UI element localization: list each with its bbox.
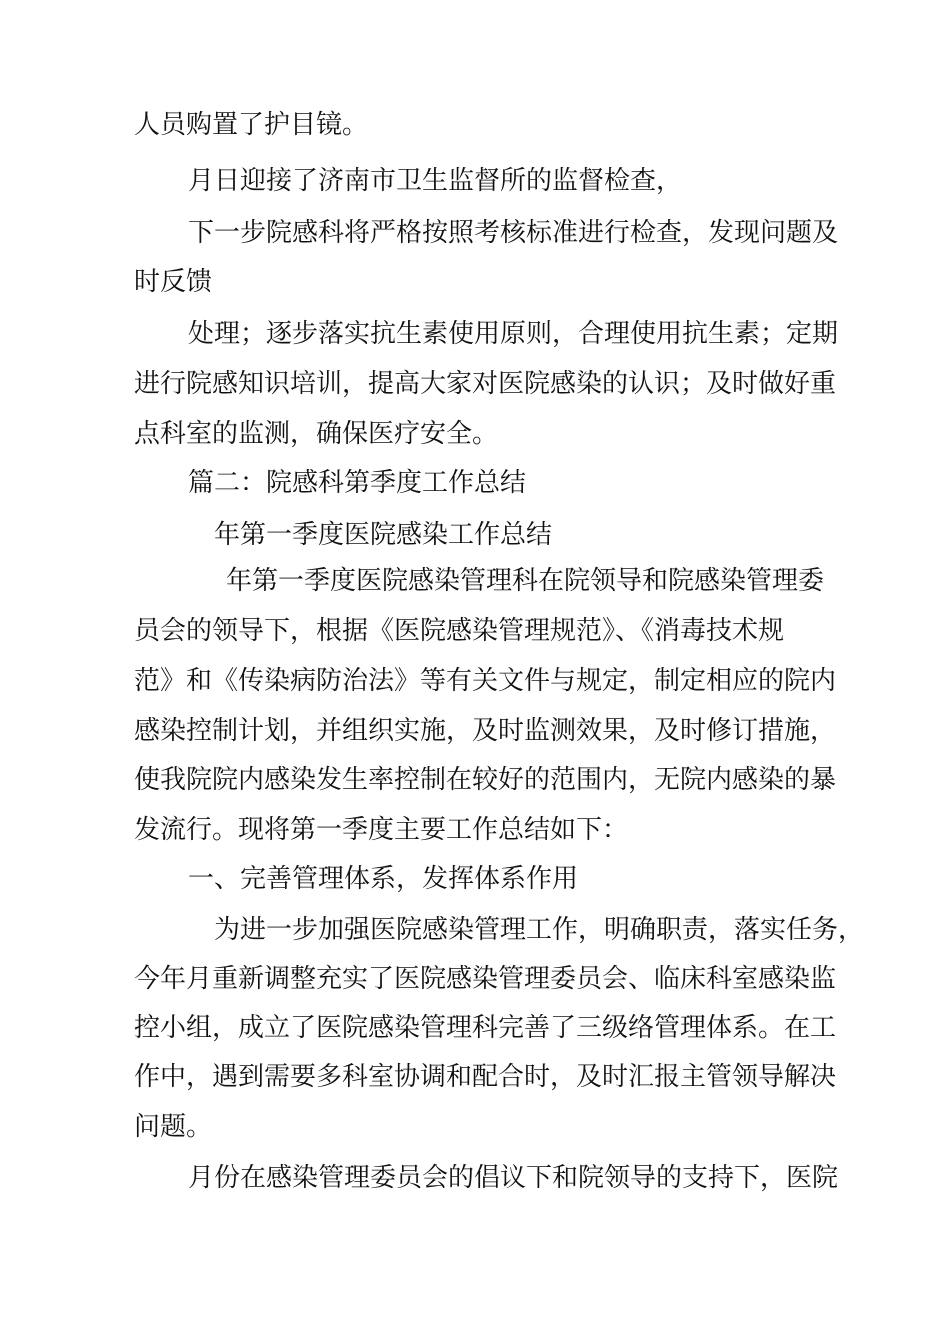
text-line: 员会的领导下，根据《医院感染管理规范》、《消毒技术规 [134,616,785,646]
text-line: 点科室的监测，确保医疗安全。 [134,419,499,449]
section-heading: 篇二：院感科第季度工作总结 [188,468,527,498]
text-line: 今年月重新调整充实了医院感染管理委员会、临床科室感染监 [134,964,837,994]
text-line: 范》和《传染病防治法》等有关文件与规定，制定相应的院内 [134,666,837,696]
text-line: 人员购置了护目镜。 [134,110,369,140]
text-line: 月份在感染管理委员会的倡议下和院领导的支持下，医院 [188,1163,839,1193]
text-line: 进行院感知识培训，提高大家对医院感染的认识；及时做好重 [134,369,837,399]
text-line: 问题。 [134,1112,213,1142]
section-subheading: 年第一季度医院感染工作总结 [214,520,553,550]
text-line: 作中，遇到需要多科室协调和配合时，及时汇报主管领导解决 [134,1062,837,1092]
text-line: 发流行。现将第一季度主要工作总结如下： [134,815,629,845]
text-line: 时反馈 [134,267,213,297]
text-line: 年第一季度医院感染管理科在院领导和院感染管理委 [226,566,825,596]
text-line: 下一步院感科将严格按照考核标准进行检查，发现问题及 [188,218,839,248]
text-line: 感染控制计划，并组织实施，及时监测效果，及时修订措施， [134,716,837,746]
text-line: 使我院院内感染发生率控制在较好的范围内，无院内感染的暴 [134,765,837,795]
section-heading: 一、完善管理体系，发挥体系作用 [188,864,579,894]
text-line: 为进一步加强医院感染管理工作，明确职责，落实任务， [214,915,865,945]
text-line: 处理；逐步落实抗生素使用原则，合理使用抗生素；定期 [188,319,839,349]
text-line: 控小组，成立了医院感染管理科完善了三级络管理体系。在工 [134,1013,837,1043]
text-line: 月日迎接了济南市卫生监督所的监督检查， [188,166,683,196]
